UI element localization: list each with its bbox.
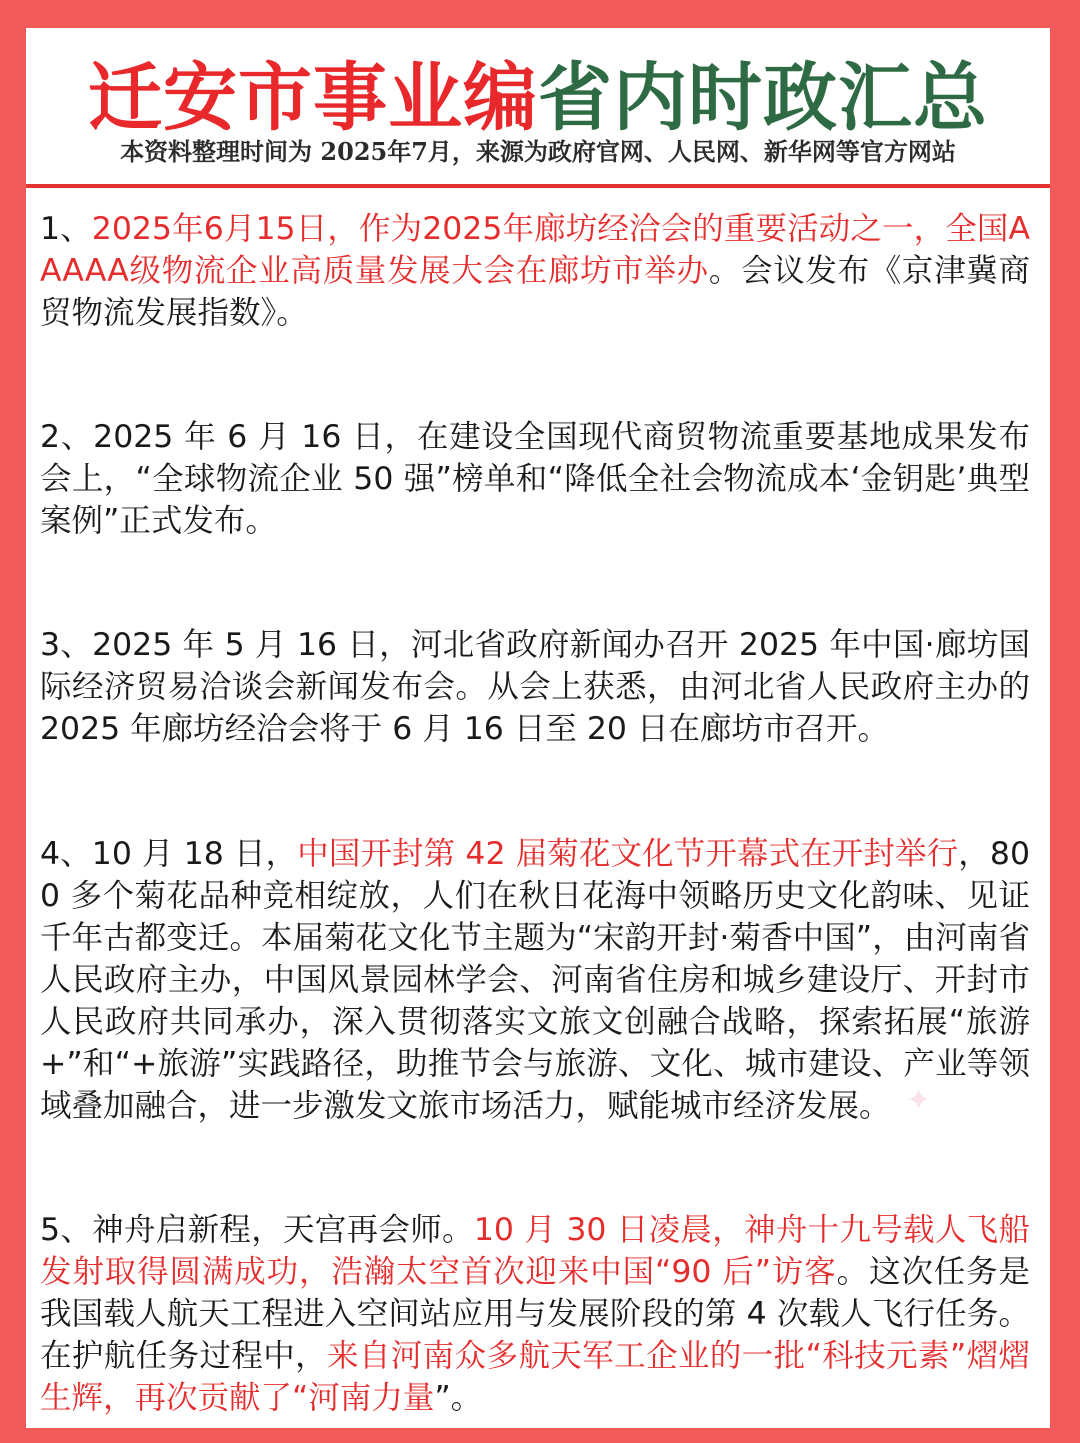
item-text-highlight: 10 月 30 日凌晨，神舟十九号载人飞船发射取得圆满成功，浩瀚太空首次迎来中国“90 后”访客 (40, 1212, 1030, 1290)
item-text: 。这次任务是我国载人航天工程进入空间站应用与发展阶段的第 4 次载人飞行任务。在护航任务过程中， (40, 1254, 1030, 1374)
sparkle-icon: ✦ (906, 1083, 932, 1118)
news-item-3 (40, 624, 1030, 750)
item-text: 2025 年 5 月 16 日，河北省政府新闻办召开 2025 年中国·廊坊国际经济贸易洽谈会新闻发布会。从会上获悉，由河北省人民政府主办的 2025 年廊坊经洽会将于 6 月 16 日至 20 日在廊坊市召开。 (40, 627, 1030, 747)
item-number: 1、 (40, 211, 92, 247)
news-item-1 (40, 208, 1030, 334)
item-text: ，800 多个菊花品种竞相绽放，人们在秋日花海中领略历史文化韵味、见证千年古都变迁。本届菊花文化节主题为“宋韵开封·菊香中国”，由河南省人民政府主办，中国风景园林学会、河南省住房和城乡建设厅、开封市人民政府共同承办，深入贯彻落实文旅文创融合战略，探索拓展“旅游+”和“+旅游”实践路径，助推节会与旅游、文化、城市建设、产业等领域叠加融合，进一步激发文旅市场活力，赋能城市经济发展。 (40, 836, 1030, 1124)
item-number: 4、 (40, 836, 92, 872)
header-divider (26, 184, 1050, 188)
item-number: 5、 (40, 1212, 93, 1248)
item-text: 10 月 18 日， (91, 836, 298, 872)
item-number: 2、 (40, 419, 94, 455)
item-text: 2025 年 6 月 16 日，在建设全国现代商贸物流重要基地成果发布会上，“全球物流企业 50 强”榜单和“降低全社会物流成本‘金钥匙’典型案例”正式发布。 (40, 419, 1030, 539)
page-title (26, 55, 1050, 141)
news-item-2 (40, 416, 1030, 542)
item-text: 。会议发布《京津冀商贸物流发展指数》。 (40, 253, 1030, 331)
item-number: 3、 (40, 627, 93, 663)
news-list (40, 208, 1030, 1428)
news-item-5 (40, 1209, 1030, 1419)
title-green-part: 省内时政汇总 (538, 55, 988, 141)
item-text: 神舟启新程，天宫再会师。 (92, 1212, 474, 1248)
item-text-highlight: 中国开封第 42 届菊花文化节开幕式在开封举行 (297, 836, 959, 872)
title-red-part: 迁安市事业编 (88, 55, 538, 141)
news-item-4 (40, 833, 1030, 1127)
content-card (26, 28, 1050, 1428)
page-subtitle: 本资料整理时间为 2025年7月，来源为政府官网、人民网、新华网等官方网站 (120, 137, 956, 166)
item-text-highlight: 2025年6月15日，作为2025年廊坊经洽会的重要活动之一，全国AAAAA级物流企业高质量发展大会在廊坊市举办 (40, 211, 1030, 289)
item-text: ”。 (434, 1380, 483, 1416)
item-text-highlight: 来自河南众多航天军工企业的一批“科技元素”熠熠生辉，再次贡献了“河南力量 (40, 1338, 1030, 1416)
